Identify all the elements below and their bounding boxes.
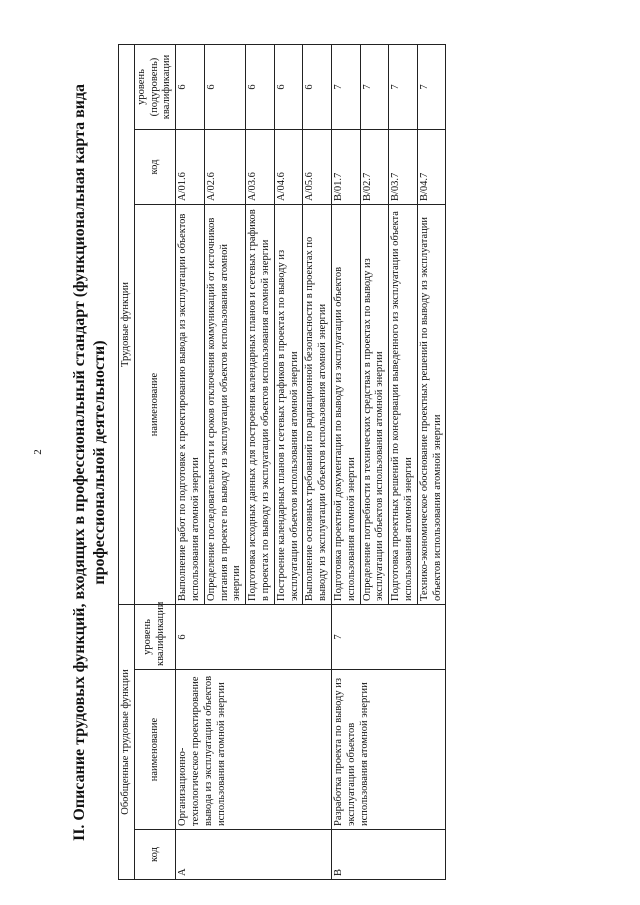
table-row [331,44,360,879]
section-title: II. Описание трудовых функций, входящих в профессиональный стандарт (функциональная карта вида профессиональной деятельности) [71,83,108,842]
function-name: Выполнение работ по подготовке к проектированию вывода из эксплуатации объектов использования атомной энергии [176,205,205,605]
function-name: Выполнение основных требований по радиационной безопасности в проектах по выводу из эксплуатации объектов использования атомной энергии [303,205,332,605]
group-a-name: Организационно-технологическое проектирование вывода из эксплуатации объектов использования атомной энергии [176,670,332,830]
page-number: 2 [32,449,44,455]
function-code: A/02.6 [204,130,245,205]
header-sub-level: уровень (подуровень) квалификации [134,44,175,129]
header-labor-name: наименование [134,205,175,605]
rotated-page-content [70,45,570,880]
function-code: B/02.7 [360,130,389,205]
header-name: наименование [134,670,175,830]
function-level: 6 [204,44,245,129]
functional-map-table [118,44,446,880]
header-row-columns [134,44,175,879]
function-level: 7 [389,44,418,129]
function-level: 7 [417,44,446,129]
function-code: B/04.7 [417,130,446,205]
function-name: Подготовка проектных решений по консервации выведенного из эксплуатации объекта использования атомной энергии [389,205,418,605]
table-row [176,44,205,879]
header-generalized-functions: Обобщенные трудовые функции [119,605,135,880]
group-a-level: 6 [176,605,332,670]
function-name: Построение календарных планов и сетевых графиков в проектах по выводу из эксплуатации объектов использования атомной энергии [274,205,303,605]
function-name: Определение потребности в технических средствах в проектах по выводу из эксплуатации объектов использования атомной энергии [360,205,389,605]
function-name: Подготовка исходных данных для построения календарных планов и сетевых графиков в проектах по выводу из эксплуатации объектов использования атомной энергии [246,205,275,605]
function-name: Определение последовательности и сроков отключения коммуникаций от источников питания в проекте по выводу из эксплуатации объектов использования атомной энергии [204,205,245,605]
header-qualification-level: уровень квалификации [134,605,175,670]
function-name: Подготовка проектной документации по выводу из эксплуатации объектов использования атомной энергии [331,205,360,605]
group-a-code: A [176,830,332,880]
header-labor-code: код [134,130,175,205]
function-code: A/04.6 [274,130,303,205]
function-code: A/03.6 [246,130,275,205]
function-code: A/01.6 [176,130,205,205]
function-name: Технико-экономическое обоснование проектных решений по выводу из эксплуатации объектов использования атомной энергии [417,205,446,605]
group-b-name: Разработка проекта по выводу из эксплуатации объектов использования атомной энергии [331,670,445,830]
header-code: код [134,830,175,880]
group-b-level: 7 [331,605,445,670]
function-level: 6 [274,44,303,129]
function-level: 6 [176,44,205,129]
function-code: B/03.7 [389,130,418,205]
header-row-groups [119,44,135,879]
function-level: 7 [360,44,389,129]
header-labor-functions: Трудовые функции [119,44,135,604]
function-level: 6 [246,44,275,129]
function-code: B/01.7 [331,130,360,205]
function-level: 7 [331,44,360,129]
group-b-code: B [331,830,445,880]
function-level: 6 [303,44,332,129]
function-code: A/05.6 [303,130,332,205]
